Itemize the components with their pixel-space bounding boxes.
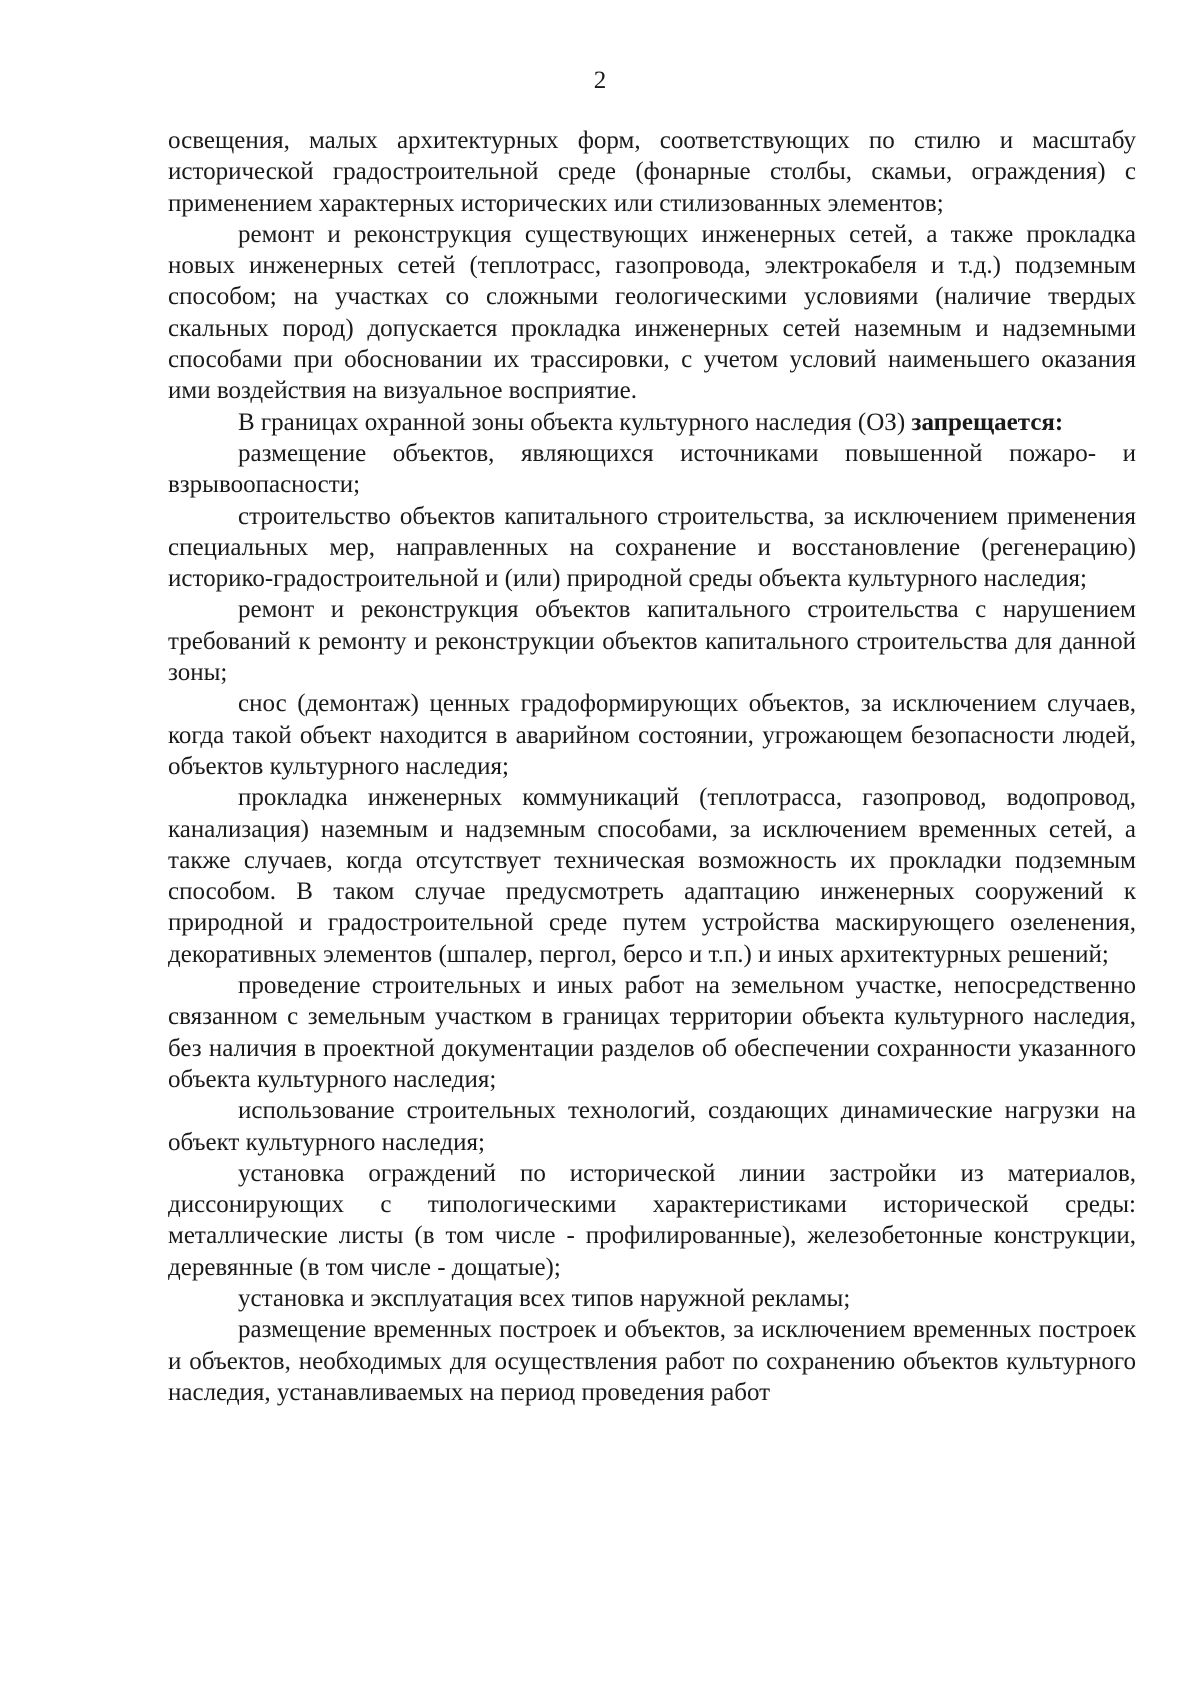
paragraph: использование строительных технологий, создающих динамические нагрузки на объект культурного наследия; — [168, 1097, 1136, 1156]
paragraph: установка и эксплуатация всех типов наружной рекламы; — [238, 1284, 851, 1312]
paragraph: размещение объектов, являющихся источниками повышенной пожаро- и взрывоопасности; — [168, 439, 1136, 499]
paragraph: строительство объектов капитального строительства, за исключением применения специальных мер, направленных на сохранение и восстановление (регенерацию) историко-градостроительной и (или) природной среды объекта культурного наследия; — [168, 502, 1136, 593]
paragraph: освещения, малых архитектурных форм, соответствующих по стилю и масштабу исторической градостроительной среде (фонарные столбы, скамьи, ограждения) с применением характерных исторических или стилизованных элементов; — [168, 127, 1136, 217]
paragraph-oz-heading — [168, 407, 1136, 438]
bold-keyword: запрещается: — [911, 408, 1064, 436]
document-body — [168, 125, 1136, 1408]
paragraph: прокладка инженерных коммуникаций (теплотрасса, газопровод, водопровод, канализация) наземным и надземным способами, за исключением временных сетей, а также случаев, когда отсутствует техническая возможность их прокладки подземным способом. В таком случае предусмотреть адаптацию инженерных сооружений к природной и градостроительной среде путем устройства маскирующего озеленения, декоративных элементов (шпалер, пергол, берсо и т.п.) и иных архитектурных решений; — [168, 784, 1136, 968]
paragraph: ремонт и реконструкция объектов капитального строительства с нарушением требований к ремонту и реконструкции объектов капитального строительства для данной зоны; — [168, 596, 1136, 687]
paragraph: снос (демонтаж) ценных градоформирующих объектов, за исключением случаев, когда такой объект находится в аварийном состоянии, угрожающем безопасности людей, объектов культурного наследия; — [168, 690, 1136, 780]
paragraph: ремонт и реконструкция существующих инженерных сетей, а также прокладка новых инженерных сетей (теплотрасс, газопровода, электрокабеля и т.д.) подземным способом; на участках со сложными геологическими условиями (наличие твердых скальных пород) допускается прокладка инженерных сетей наземным и надземными способами при обосновании их трассировки, с учетом условий наименьшего оказания ими воздействия на визуальное восприятие. — [168, 220, 1136, 405]
page-number: 2 — [593, 67, 607, 94]
paragraph: установка ограждений по исторической линии застройки из материалов, диссонирующих с типологическими характеристиками исторической среды: металлические листы (в том числе - профилированные), железобетонные конструкции, деревянные (в том числе - дощатые); — [168, 1159, 1136, 1281]
paragraph: проведение строительных и иных работ на земельном участке, непосредственно связанном с земельным участком в границах территории объекта культурного наследия, без наличия в проектной документации разделов об обеспечении сохранности указанного объекта культурного наследия; — [168, 972, 1136, 1093]
paragraph-text: В границах охранной зоны объекта культурного наследия (ОЗ) — [238, 408, 906, 436]
paragraph: размещение временных построек и объектов, за исключением временных построек и объектов, необходимых для осуществления работ по сохранению объектов культурного наследия, устанавливаемых на период проведения работ — [168, 1316, 1136, 1406]
